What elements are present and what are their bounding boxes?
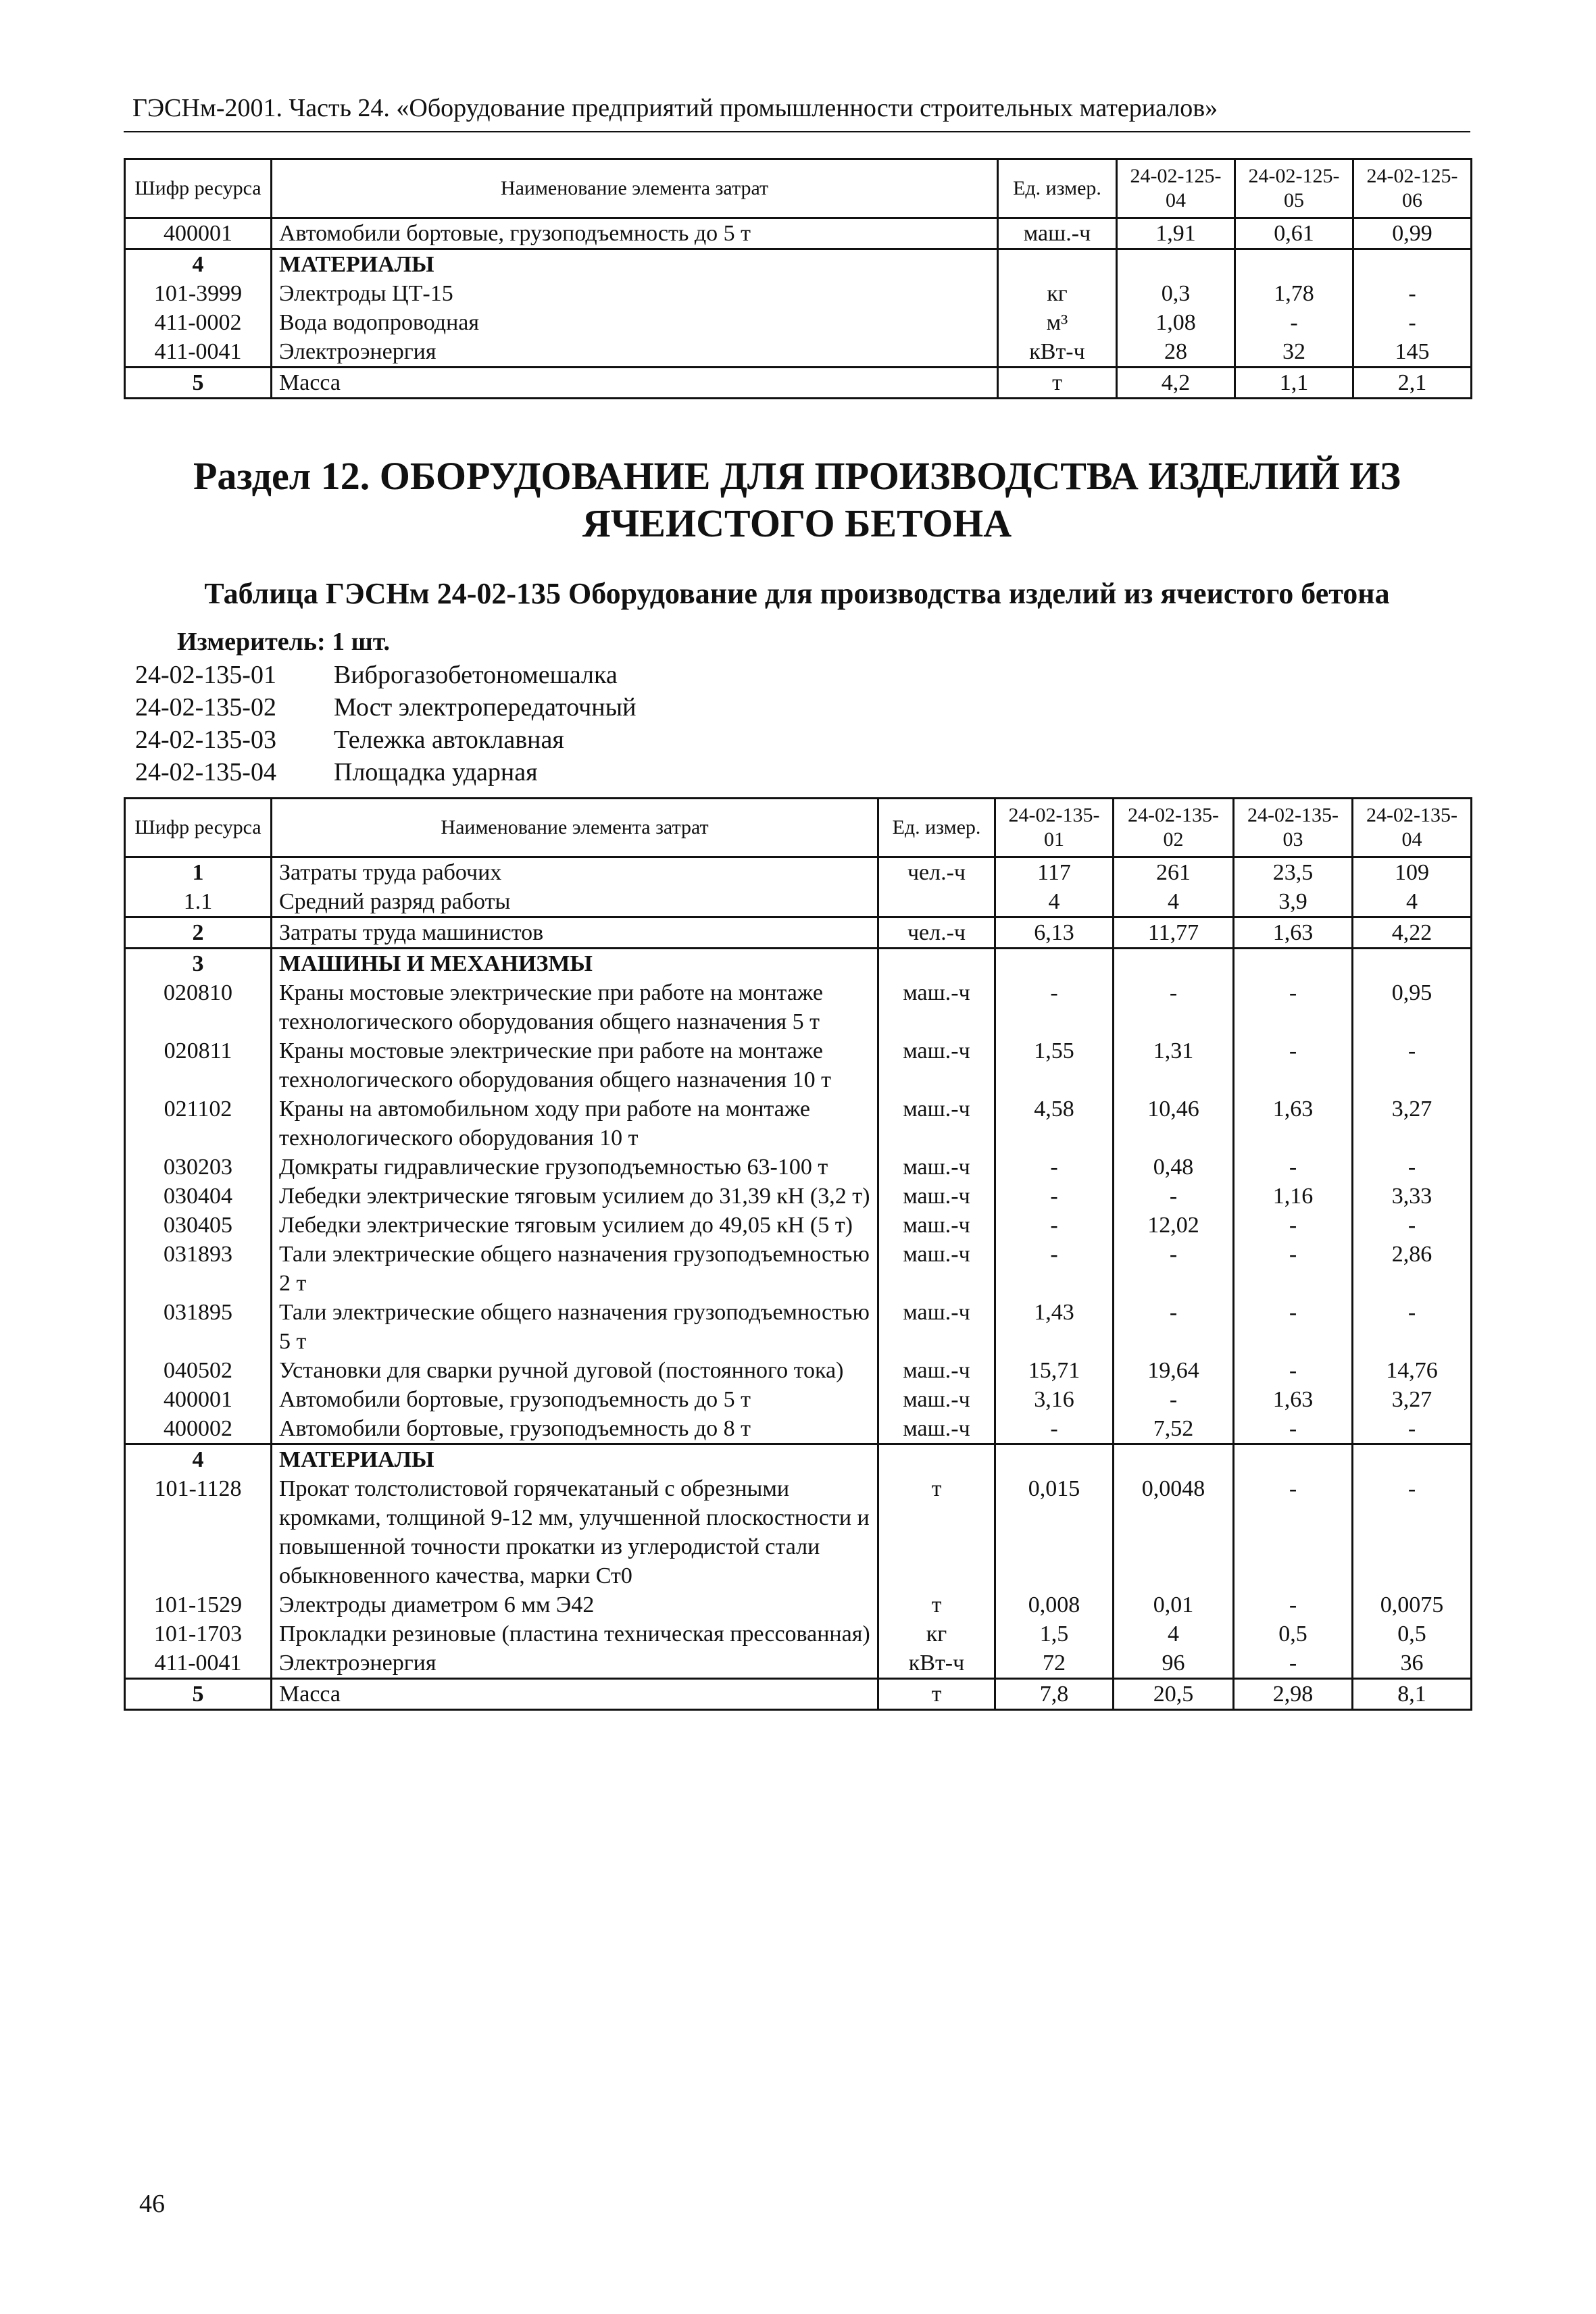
table-row [125,1153,1472,1182]
col-head-name: Наименование элемента затрат [272,799,878,857]
row-value: 28 [1117,337,1235,368]
row-value: 10,46 [1114,1095,1234,1153]
row-code: 400001 [125,218,272,249]
row-value: 20,5 [1114,1679,1234,1710]
row-value: - [1234,1474,1353,1590]
row-unit: маш.-ч [878,1298,995,1356]
table-row [125,337,1472,368]
table-row [125,1211,1472,1240]
row-name: Лебедки электрические тяговым усилием до 31,39 кН (3,2 т) [272,1182,878,1211]
row-name: Лебедки электрические тяговым усилием до 49,05 кН (5 т) [272,1211,878,1240]
row-code: 031895 [125,1298,272,1356]
row-unit: м³ [998,308,1117,337]
col-head-value: 24-02-135-01 [995,799,1114,857]
row-value: 1,08 [1117,308,1235,337]
row-name: Тали электрические общего назначения грузоподъемностью 2 т [272,1240,878,1298]
col-head-name: Наименование элемента затрат [272,159,998,218]
row-value [1117,249,1235,280]
row-value [1353,249,1472,280]
row-value: - [1234,1649,1353,1679]
table-row [125,308,1472,337]
row-code: 040502 [125,1356,272,1385]
row-value [1353,1444,1472,1475]
row-value: - [1234,1414,1353,1444]
row-value: 23,5 [1234,857,1353,888]
table-row [125,1095,1472,1153]
col-head-value: 24-02-135-04 [1353,799,1472,857]
row-code: 031893 [125,1240,272,1298]
col-head-unit: Ед. измер. [878,799,995,857]
row-value: 4,58 [995,1095,1114,1153]
table-row [125,1679,1472,1710]
row-value: 0,61 [1235,218,1353,249]
row-unit: маш.-ч [878,978,995,1036]
row-value [1114,1444,1234,1475]
col-head-value: 24-02-125-06 [1353,159,1472,218]
row-code: 400002 [125,1414,272,1444]
table-row [125,249,1472,280]
header-rule [124,131,1470,132]
page-number: 46 [139,2190,165,2218]
row-unit: чел.-ч [878,917,995,949]
section-title: Раздел 12. ОБОРУДОВАНИЕ ДЛЯ ПРОИЗВОДСТВА ИЗДЕЛИЙ ИЗ ЯЧЕИСТОГО БЕТОНА [193,454,1401,545]
row-value: 0,008 [995,1590,1114,1619]
row-value: 96 [1114,1649,1234,1679]
table-row [125,1474,1472,1590]
row-code: 4 [125,1444,272,1475]
row-value: - [1353,279,1472,308]
table-row [125,279,1472,308]
row-unit [878,1444,995,1475]
row-value: 145 [1353,337,1472,368]
table-row [125,1385,1472,1414]
code-name: Виброгазобетономешалка [334,661,618,689]
row-value: 1,1 [1235,368,1353,399]
row-name: Автомобили бортовые, грузоподъемность до 8 т [272,1414,878,1444]
row-value: 72 [995,1649,1114,1679]
col-head-code: Шифр ресурса [125,799,272,857]
row-code: 021102 [125,1095,272,1153]
row-name: Автомобили бортовые, грузоподъемность до 5 т [272,1385,878,1414]
row-value: - [1353,1474,1472,1590]
table-header-row [125,799,1472,857]
row-value: 3,27 [1353,1385,1472,1414]
table-row [125,857,1472,888]
row-code: 2 [125,917,272,949]
row-name: Вода водопроводная [272,308,998,337]
code-item [135,659,636,691]
row-name: МАТЕРИАЛЫ [272,1444,878,1475]
row-value: - [995,1240,1114,1298]
row-value: 0,01 [1114,1590,1234,1619]
row-value [995,1444,1114,1475]
row-unit [878,949,995,979]
row-code: 1 [125,857,272,888]
row-value: - [1114,1298,1234,1356]
row-name: Электроэнергия [272,1649,878,1679]
row-unit: маш.-ч [998,218,1117,249]
table-row [125,368,1472,399]
row-value: - [1353,1036,1472,1095]
row-unit: маш.-ч [878,1153,995,1182]
col-head-code: Шифр ресурса [125,159,272,218]
row-value: 1,31 [1114,1036,1234,1095]
row-value: - [1353,1153,1472,1182]
row-name: МАШИНЫ И МЕХАНИЗМЫ [272,949,878,979]
row-value: 117 [995,857,1114,888]
row-name: Затраты труда рабочих [272,857,878,888]
col-head-value: 24-02-135-02 [1114,799,1234,857]
row-value: 12,02 [1114,1211,1234,1240]
row-name: Краны мостовые электрические при работе на монтаже технологического оборудования общего назначения 5 т [272,978,878,1036]
row-code: 101-3999 [125,279,272,308]
col-head-unit: Ед. измер. [998,159,1117,218]
row-value: - [1114,1385,1234,1414]
table-row [125,949,1472,979]
row-name: Установки для сварки ручной дуговой (постоянного тока) [272,1356,878,1385]
row-value: - [1234,978,1353,1036]
row-value: 0,0048 [1114,1474,1234,1590]
table-row [125,1619,1472,1649]
row-code: 5 [125,1679,272,1710]
row-value: 11,77 [1114,917,1234,949]
code-name: Площадка ударная [334,758,538,786]
row-unit: кВт-ч [998,337,1117,368]
row-name: Электроэнергия [272,337,998,368]
row-value: 14,76 [1353,1356,1472,1385]
row-value: - [1114,978,1234,1036]
row-code: 4 [125,249,272,280]
row-value: 3,9 [1234,887,1353,917]
row-value [1235,249,1353,280]
row-unit: маш.-ч [878,1182,995,1211]
table-125 [124,158,1472,399]
row-value: 19,64 [1114,1356,1234,1385]
row-name: Краны на автомобильном ходу при работе на монтаже технологического оборудования 10 т [272,1095,878,1153]
row-value: - [1353,308,1472,337]
row-name: Электроды ЦТ-15 [272,279,998,308]
code-number: 24-02-135-03 [135,726,276,754]
row-value: 1,91 [1117,218,1235,249]
code-list [135,659,636,788]
col-head-value: 24-02-135-03 [1234,799,1353,857]
row-unit: маш.-ч [878,1240,995,1298]
table-row [125,917,1472,949]
row-unit: т [878,1590,995,1619]
row-value [1234,949,1353,979]
row-value: 36 [1353,1649,1472,1679]
row-unit: кВт-ч [878,1649,995,1679]
row-value: - [995,978,1114,1036]
row-name: МАТЕРИАЛЫ [272,249,998,280]
row-value: 4,2 [1117,368,1235,399]
row-unit: маш.-ч [878,1095,995,1153]
row-value [995,949,1114,979]
row-code: 030203 [125,1153,272,1182]
table-row [125,887,1472,917]
row-value: - [1353,1298,1472,1356]
table-row [125,1182,1472,1211]
row-unit [878,887,995,917]
row-value: 7,8 [995,1679,1114,1710]
row-unit: маш.-ч [878,1385,995,1414]
row-value: 2,86 [1353,1240,1472,1298]
row-name: Автомобили бортовые, грузоподъемность до 5 т [272,218,998,249]
row-unit: маш.-ч [878,1356,995,1385]
row-name: Краны мостовые электрические при работе на монтаже технологического оборудования общего назначения 10 т [272,1036,878,1095]
row-name: Затраты труда машинистов [272,917,878,949]
row-code: 101-1128 [125,1474,272,1590]
row-value: 3,16 [995,1385,1114,1414]
row-code: 411-0002 [125,308,272,337]
row-value: 109 [1353,857,1472,888]
row-value: 6,13 [995,917,1114,949]
row-unit [998,249,1117,280]
row-unit: маш.-ч [878,1414,995,1444]
col-head-value: 24-02-125-05 [1235,159,1353,218]
row-code: 400001 [125,1385,272,1414]
row-code: 1.1 [125,887,272,917]
row-value: - [1234,1153,1353,1182]
code-name: Тележка автоклавная [334,726,564,754]
row-value: 4 [995,887,1114,917]
row-code: 101-1703 [125,1619,272,1649]
row-value: - [1235,308,1353,337]
row-value: 8,1 [1353,1679,1472,1710]
row-value: 4 [1114,1619,1234,1649]
row-value: - [995,1153,1114,1182]
table-row [125,978,1472,1036]
row-name: Прокладки резиновые (пластина техническая прессованная) [272,1619,878,1649]
row-code: 101-1529 [125,1590,272,1619]
row-value: 1,55 [995,1036,1114,1095]
row-value: 1,16 [1234,1182,1353,1211]
row-value: 1,78 [1235,279,1353,308]
row-value: 1,63 [1234,1385,1353,1414]
code-item [135,724,636,756]
table-header-row [125,159,1472,218]
row-value: 32 [1235,337,1353,368]
table-title: Таблица ГЭСНм 24-02-135 Оборудование для производства изделий из ячеистого бетона [204,577,1390,610]
row-name: Домкраты гидравлические грузоподъемностью 63-100 т [272,1153,878,1182]
row-value: 0,015 [995,1474,1114,1590]
row-value: 4 [1114,887,1234,917]
row-name: Масса [272,368,998,399]
row-code: 030405 [125,1211,272,1240]
row-code: 020810 [125,978,272,1036]
row-name: Тали электрические общего назначения грузоподъемностью 5 т [272,1298,878,1356]
code-item [135,691,636,724]
code-number: 24-02-135-01 [135,661,276,689]
row-value: - [1353,1211,1472,1240]
row-value: 3,33 [1353,1182,1472,1211]
row-name: Масса [272,1679,878,1710]
table-row [125,1649,1472,1679]
row-value: - [1114,1240,1234,1298]
row-value: 15,71 [995,1356,1114,1385]
row-value [1234,1444,1353,1475]
row-unit: т [998,368,1117,399]
row-name: Средний разряд работы [272,887,878,917]
table-row [125,1590,1472,1619]
code-number: 24-02-135-04 [135,758,276,786]
row-value: - [1234,1298,1353,1356]
row-value: 7,52 [1114,1414,1234,1444]
row-value: 0,95 [1353,978,1472,1036]
code-number: 24-02-135-02 [135,693,276,722]
row-value: - [1234,1211,1353,1240]
row-code: 020811 [125,1036,272,1095]
table-row [125,1298,1472,1356]
row-value: - [1234,1356,1353,1385]
row-value: - [1234,1036,1353,1095]
row-unit: кг [878,1619,995,1649]
row-value: 2,1 [1353,368,1472,399]
row-unit: кг [998,279,1117,308]
row-value: 1,5 [995,1619,1114,1649]
row-value: 2,98 [1234,1679,1353,1710]
row-value: - [1234,1240,1353,1298]
table-row [125,1414,1472,1444]
row-unit: т [878,1474,995,1590]
code-item [135,756,636,788]
row-value: 0,5 [1234,1619,1353,1649]
row-code: 411-0041 [125,1649,272,1679]
table-row [125,1444,1472,1475]
measure-unit: Измеритель: 1 шт. [177,628,391,656]
code-name: Мост электропередаточный [334,693,637,722]
row-value [1353,949,1472,979]
row-value: 0,5 [1353,1619,1472,1649]
row-name: Прокат толстолистовой горячекатаный с обрезными кромками, толщиной 9-12 мм, улучшенной плоскостности и повышенной точности прокатки из углеродистой стали обыкновенного качества, марки Ст0 [272,1474,878,1590]
table-row [125,1240,1472,1298]
row-code: 030404 [125,1182,272,1211]
row-value: 0,0075 [1353,1590,1472,1619]
row-value [1114,949,1234,979]
row-code: 5 [125,368,272,399]
row-code: 3 [125,949,272,979]
row-value: 1,63 [1234,1095,1353,1153]
col-head-value: 24-02-125-04 [1117,159,1235,218]
row-value: 0,99 [1353,218,1472,249]
row-value: 261 [1114,857,1234,888]
row-value: - [1234,1590,1353,1619]
row-name: Электроды диаметром 6 мм Э42 [272,1590,878,1619]
row-value: - [1353,1414,1472,1444]
row-unit: маш.-ч [878,1211,995,1240]
table-row [125,1036,1472,1095]
row-value: 3,27 [1353,1095,1472,1153]
row-unit: т [878,1679,995,1710]
row-value: - [1114,1182,1234,1211]
table-row [125,1356,1472,1385]
row-value: 0,3 [1117,279,1235,308]
row-value: 1,43 [995,1298,1114,1356]
table-135 [124,797,1472,1711]
row-unit: маш.-ч [878,1036,995,1095]
running-header: ГЭСНм-2001. Часть 24. «Оборудование предприятий промышленности строительных материалов» [132,94,1218,122]
row-value: - [995,1211,1114,1240]
row-value: 0,48 [1114,1153,1234,1182]
row-value: 4,22 [1353,917,1472,949]
row-value: 4 [1353,887,1472,917]
row-unit: чел.-ч [878,857,995,888]
row-code: 411-0041 [125,337,272,368]
row-value: - [995,1414,1114,1444]
row-value: 1,63 [1234,917,1353,949]
row-value: - [995,1182,1114,1211]
table-row [125,218,1472,249]
